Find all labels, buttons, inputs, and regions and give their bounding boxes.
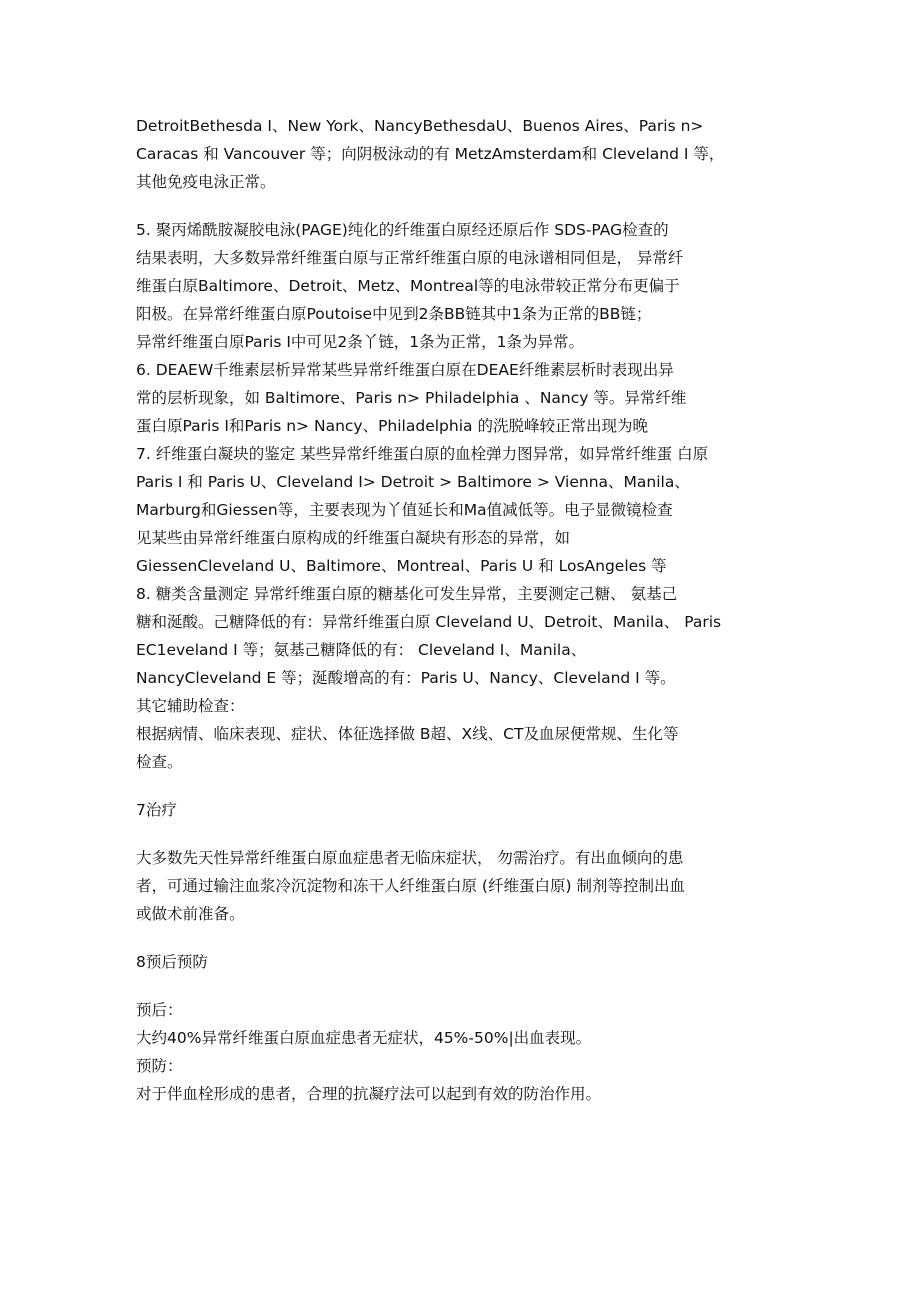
document-page [136,112,786,1108]
section-treatment [136,844,786,928]
text-line: 对于伴血栓形成的患者，合理的抗凝疗法可以起到有效的防治作用。 [136,1085,602,1103]
text-line: 阳极。在异常纤维蛋白原Poutoise中见到2条BB链其中1条为正常的BB链； [136,305,652,323]
text-line: EC1eveland Ⅰ 等；氨基己糖降低的有： Cleveland Ⅰ、Manila、 [136,641,587,659]
text-line: 大多数先天性异常纤维蛋白原血症患者无临床症状， 勿需治疗。有出血倾向的患 [136,849,684,867]
text-line: 见某些由异常纤维蛋白原构成的纤维蛋白凝块有形态的异常，如 [136,529,571,547]
text-line: GiessenCleveland U、Baltimore、Montreal、Paris U 和 LosAngeles 等 [136,557,667,575]
text-line: 糖和涎酸。己糖降低的有：异常纤维蛋白原 Cleveland U、Detroit、Manila、 Paris [136,613,722,631]
text-line: 根据病情、临床表现、症状、体征选择做 B超、X线、CT及血尿便常规、生化等 [136,725,679,743]
section-heading-treatment: 7治疗 [136,801,177,819]
text-line: 者，可通过输注血浆冷沉淀物和冻干人纤维蛋白原 (纤维蛋白原) 制剂等控制出血 [136,877,685,895]
text-line: 检查。 [136,753,183,771]
section-lab-tests [136,216,786,776]
section-prognosis [136,996,786,1108]
text-line: Paris Ⅰ 和 Paris U、Cleveland I> Detroit > Baltimore > Vienna、Manila、 [136,473,690,491]
text-line: NancyCleveland E 等；涎酸增高的有：Paris U、Nancy、Cleveland Ⅰ 等。 [136,669,676,687]
paragraph-electrophoresis-continued [136,112,786,196]
text-line: 6. DEAEW千维素层析异常某些异常纤维蛋白原在DEAE纤维素层析时表现出异 [136,361,674,379]
text-line: 其他免疫电泳正常。 [136,173,276,191]
text-line: 预防： [136,1057,183,1075]
text-line: 其它辅助检查： [136,697,245,715]
text-line: 维蛋白原Baltimore、Detroit、Metz、Montreal等的电泳带较正常分布更偏于 [136,277,680,295]
text-line: 或做术前准备。 [136,905,245,923]
text-line: Marburg和Giessen等，主要表现为丫值延长和Ma值减低等。电子显微镜检查 [136,501,673,519]
section-heading-prognosis: 8预后预防 [136,953,208,971]
text-line: 5. 聚丙烯酰胺凝胶电泳(PAGE)纯化的纤维蛋白原经还原后作 SDS-PAG检查的 [136,221,669,239]
text-line: 7. 纤维蛋白凝块的鉴定 某些异常纤维蛋白原的血栓弹力图异常，如异常纤维蛋 白原 [136,445,709,463]
text-line: Caracas 和 Vancouver 等；向阴极泳动的有 MetzAmsterdam和 Cleveland Ⅰ 等， [136,145,725,163]
text-line: DetroitBethesda Ⅰ、New York、NancyBethesdaU、Buenos Aires、Paris n> [136,117,704,135]
text-line: 预后： [136,1001,183,1019]
text-line: 常的层析现象，如 Baltimore、Paris n> Philadelphia 、Nancy 等。异常纤维 [136,389,687,407]
text-line: 大约40%异常纤维蛋白原血症患者无症状，45%-50%|出血表现。 [136,1029,592,1047]
text-line: 蛋白原Paris Ⅰ和Paris n> Nancy、Philadelphia 的洗脱峰较正常出现为晚 [136,417,648,435]
text-line: 结果表明，大多数异常纤维蛋白原与正常纤维蛋白原的电泳谱相同但是， 异常纤 [136,249,684,267]
text-line: 8. 糖类含量测定 异常纤维蛋白原的糖基化可发生异常，主要测定己糖、 氨基己 [136,585,678,603]
text-line: 异常纤维蛋白原Paris Ⅰ中可见2条丫链，1条为正常，1条为异常。 [136,333,584,351]
